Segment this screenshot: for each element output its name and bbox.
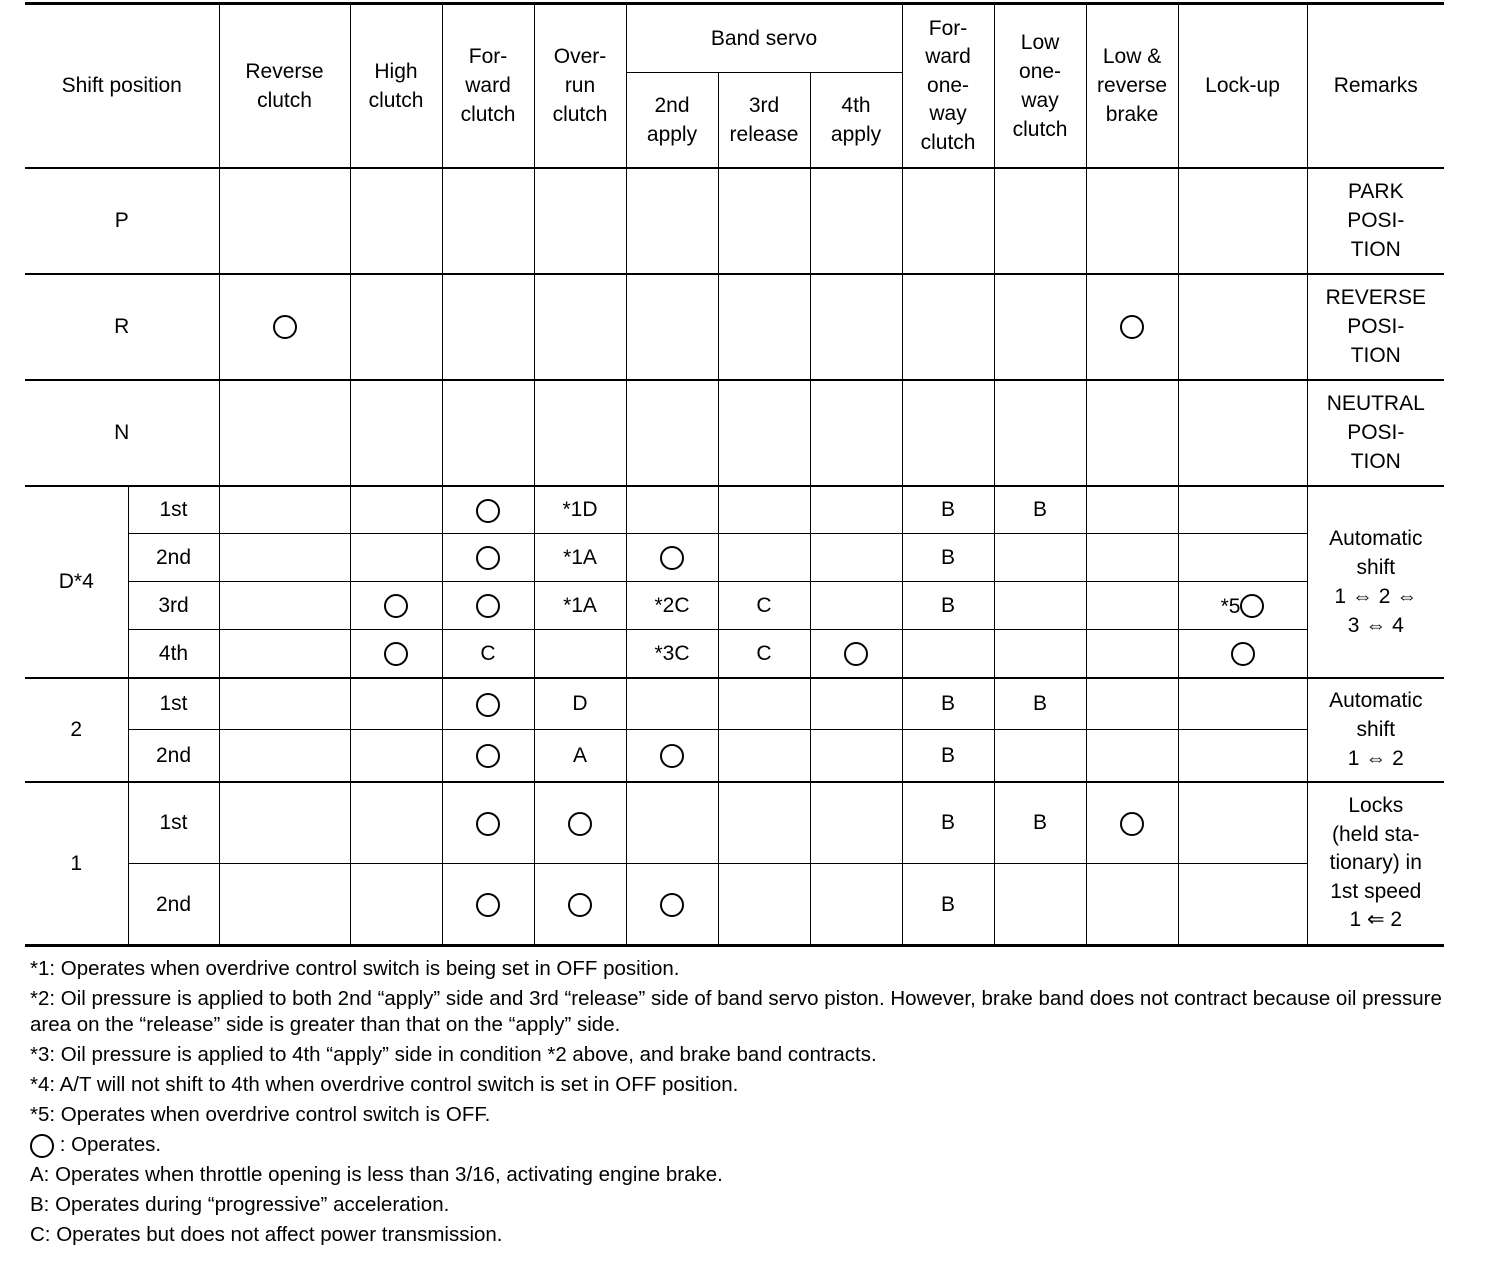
gear-2nd: 2nd [128,730,219,782]
mark-b: B [902,864,994,946]
header-overrun-clutch: Over- run clutch [534,4,626,168]
mark-3c: *3C [626,630,718,678]
operates-circle-icon [660,744,684,768]
header-low-one-way-clutch: Low one- way clutch [994,4,1086,168]
mark-5: *5 [1220,594,1241,618]
header-2nd-apply: 2nd apply [626,73,718,168]
note-1: *1: Operates when overdrive control switch is being set in OFF position. [30,957,680,980]
header-forward-clutch: For- ward clutch [442,4,534,168]
gear-2nd: 2nd [128,534,219,582]
operates-circle-icon [660,893,684,917]
shift-schedule-table [25,2,1444,947]
mark-b: B [902,730,994,782]
gear-4th: 4th [128,630,219,678]
header-4th-apply: 4th apply [810,73,902,168]
table-row [25,864,1444,946]
header-remarks: Remarks [1307,4,1444,168]
note-c: C: Operates but does not affect power transmission. [30,1223,503,1246]
operates-circle-icon [476,693,500,717]
header-low-reverse-brake: Low & reverse brake [1086,4,1178,168]
header-band-servo: Band servo [626,4,902,73]
gear-3rd: 3rd [128,582,219,630]
gear-1st: 1st [128,486,219,534]
mark-b: B [994,782,1086,864]
mark-1a: *1A [534,534,626,582]
operates-circle-icon [384,594,408,618]
mark-b: B [902,678,994,730]
operates-circle-icon [273,315,297,339]
remark-1-locks: Locks (held sta- tionary) in 1st speed 1 ⇐ 2 [1307,782,1444,946]
mark-b: B [902,486,994,534]
operates-circle-icon [476,744,500,768]
table-row [25,582,1444,630]
mark-b: B [994,678,1086,730]
table-row [25,630,1444,678]
mark-c: C [718,630,810,678]
remark-neutral: NEUTRAL POSI- TION [1307,380,1444,486]
gear-2nd: 2nd [128,864,219,946]
gear-1st: 1st [128,782,219,864]
remark-park: PARK POSI- TION [1307,168,1444,274]
note-2: *2: Oil pressure is applied to both 2nd “apply” side and 3rd “release” side of band servo piston. However, brake band does not contract because oil pressure area on the “release” side is greater than that on the “apply” side. [30,987,1442,1036]
table-row [25,380,1444,486]
operates-circle-icon [476,546,500,570]
header-reverse-clutch: Reverse clutch [219,4,350,168]
header-lock-up: Lock-up [1178,4,1307,168]
header-3rd-release: 3rd release [718,73,810,168]
remark-reverse: REVERSE POSI- TION [1307,274,1444,380]
mark-b: B [902,582,994,630]
position-n: N [25,380,219,486]
remark-2-auto-shift: Automatic shift 1 ⇔ 2 [1307,678,1444,782]
table-row [25,534,1444,582]
table-row [25,730,1444,782]
position-2: 2 [25,678,128,782]
operates-circle-icon [476,499,500,523]
table-row [25,168,1444,274]
mark-b: B [902,782,994,864]
header-high-clutch: High clutch [350,4,442,168]
operates-circle-icon [568,893,592,917]
table-row [25,782,1444,864]
table-row [25,678,1444,730]
note-a: A: Operates when throttle opening is less than 3/16, activating engine brake. [30,1163,723,1186]
table-row [25,274,1444,380]
operates-circle-icon [476,893,500,917]
note-circle-text: : Operates. [54,1133,162,1156]
note-b: B: Operates during “progressive” acceleration. [30,1193,450,1216]
position-1: 1 [25,782,128,946]
operates-circle-icon [568,812,592,836]
operates-circle-icon [476,594,500,618]
operates-circle-icon [1240,594,1264,618]
operates-circle-icon [384,642,408,666]
header-shift-position: Shift position [25,4,219,168]
operates-circle-icon [1120,812,1144,836]
mark-a: A [534,730,626,782]
gear-1st: 1st [128,678,219,730]
note-5: *5: Operates when overdrive control switch is OFF. [30,1103,491,1126]
mark-c: C [718,582,810,630]
footnotes [30,954,1470,1250]
operates-circle-icon [1231,642,1255,666]
position-p: P [25,168,219,274]
position-d4: D*4 [25,486,128,678]
lockup-3rd [1178,582,1307,630]
mark-b: B [902,534,994,582]
note-4: *4: A/T will not shift to 4th when overdrive control switch is set in OFF position. [30,1073,739,1096]
mark-b: B [994,486,1086,534]
operates-circle-icon [30,1134,54,1158]
note-3: *3: Oil pressure is applied to 4th “apply” side in condition *2 above, and brake band contracts. [30,1043,877,1066]
note-circle [30,1130,1470,1160]
mark-1a: *1A [534,582,626,630]
remark-d-auto-shift: Automatic shift 1 ⇔ 2 ⇔ 3 ⇔ 4 [1307,486,1444,678]
header-forward-one-way-clutch: For- ward one- way clutch [902,4,994,168]
mark-d: D [534,678,626,730]
mark-1d: *1D [534,486,626,534]
mark-c: C [442,630,534,678]
table-row [25,486,1444,534]
operates-circle-icon [844,642,868,666]
mark-2c: *2C [626,582,718,630]
operates-circle-icon [476,812,500,836]
position-r: R [25,274,219,380]
operates-circle-icon [1120,315,1144,339]
operates-circle-icon [660,546,684,570]
